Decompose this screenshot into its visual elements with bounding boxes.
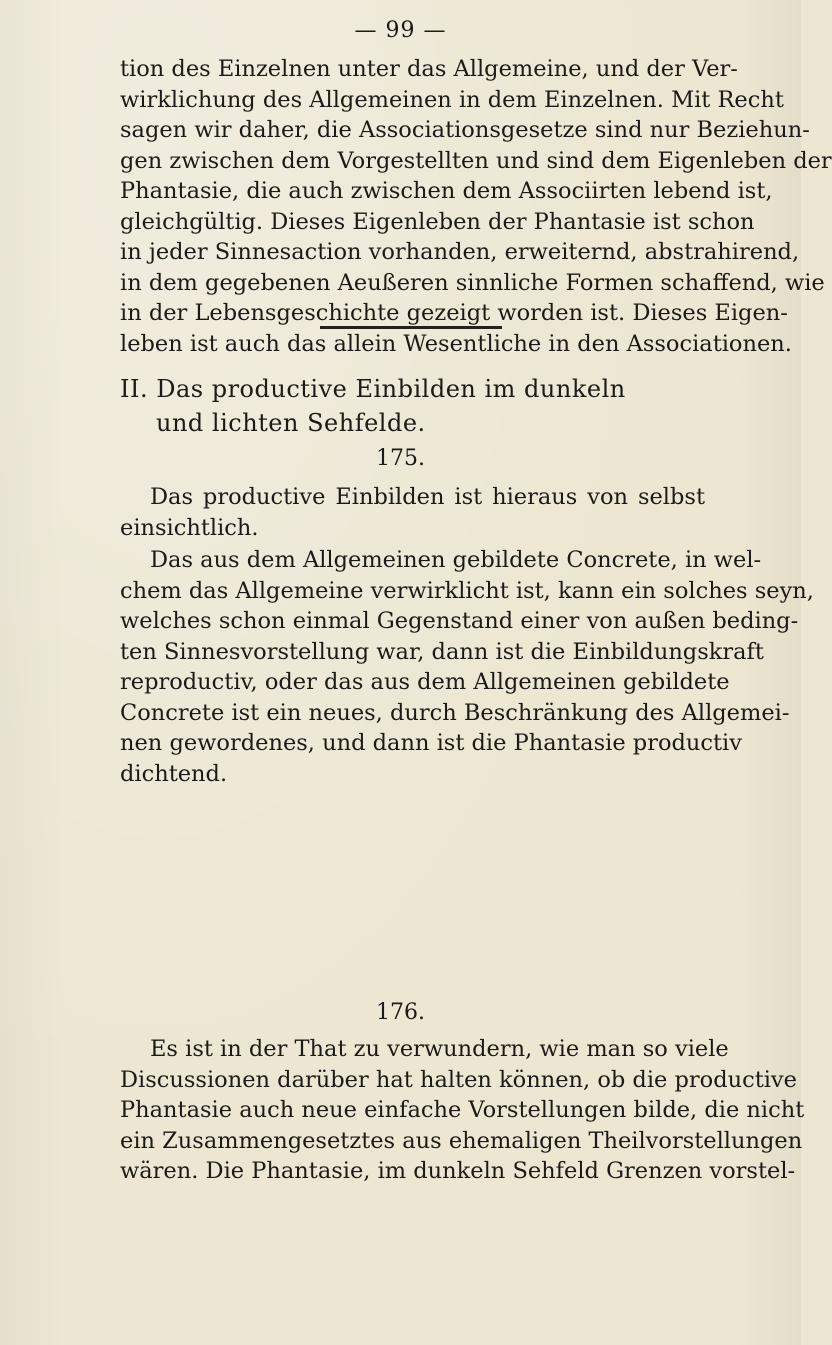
text-line: reproductiv, oder das aus dem Allgemeinen gebildete <box>120 669 730 695</box>
text-line: in der Lebensgeschichte gezeigt worden ist. Dieses Eigen- <box>120 300 788 326</box>
text-line: gleichgültig. Dieses Eigenleben der Phantasie ist schon <box>120 208 755 235</box>
section-number: 176. <box>376 1000 425 1025</box>
text-line: Discussionen darüber hat halten können, ob die productive <box>120 1066 797 1093</box>
text-line: leben ist auch das allein Wesentliche in den Associationen. <box>120 330 792 357</box>
text-line: nen gewordenes, und dann ist die Phantasie productiv <box>120 730 742 756</box>
section-number: 175. <box>376 446 425 471</box>
paragraph-175-intro <box>120 482 705 543</box>
text-line: gen zwischen dem Vorgestellten und sind dem Eigenleben der <box>120 147 832 174</box>
text-line: Das productive Einbilden ist hieraus von selbst <box>150 484 705 510</box>
text-line: sagen wir daher, die Associationsgesetze sind nur Beziehun- <box>120 117 810 143</box>
page-number: — 99 — <box>354 18 447 43</box>
text-line: tion des Einzelnen unter das Allgemeine, und der Ver- <box>120 56 738 82</box>
text-line: chem das Allgemeine verwirklicht ist, kann ein solches seyn, <box>120 577 814 604</box>
text-line: dichtend. <box>120 760 228 787</box>
heading-line: II. Das productive Einbilden im dunkeln <box>120 375 626 403</box>
text-line: wirklichung des Allgemeinen in dem Einzelnen. Mit Recht <box>120 86 784 113</box>
text-line: welches schon einmal Gegenstand einer von außen beding- <box>120 608 799 634</box>
section-divider-rule <box>320 326 502 329</box>
text-line: ein Zusammengesetztes aus ehemaligen Theilvorstellungen <box>120 1127 803 1154</box>
heading-line: und lichten Sehfelde. <box>156 409 426 437</box>
text-line: in dem gegebenen Aeußeren sinnliche Formen schaffend, wie <box>120 269 825 296</box>
section-heading <box>120 372 720 440</box>
text-line: Phantasie auch neue einfache Vorstellungen bilde, die nicht <box>120 1097 805 1123</box>
text-line: Concrete ist ein neues, durch Beschränkung des Allgemei- <box>120 699 790 726</box>
text-line: in jeder Sinnesaction vorhanden, erweiternd, abstrahirend, <box>120 239 800 265</box>
text-line: ten Sinnesvorstellung war, dann ist die Einbildungskraft <box>120 638 764 665</box>
text-line: wären. Die Phantasie, im dunkeln Sehfeld Grenzen vorstel- <box>120 1158 796 1184</box>
paragraph-176-body <box>120 1034 805 1187</box>
paragraph-175-body <box>120 545 814 789</box>
text-line: Es ist in der That zu verwundern, wie man so viele <box>150 1036 729 1062</box>
text-line: Phantasie, die auch zwischen dem Associirten lebend ist, <box>120 178 773 204</box>
paragraph-continuation <box>120 54 832 359</box>
text-line: einsichtlich. <box>120 514 259 541</box>
text-line: Das aus dem Allgemeinen gebildete Concrete, in wel- <box>150 547 762 573</box>
